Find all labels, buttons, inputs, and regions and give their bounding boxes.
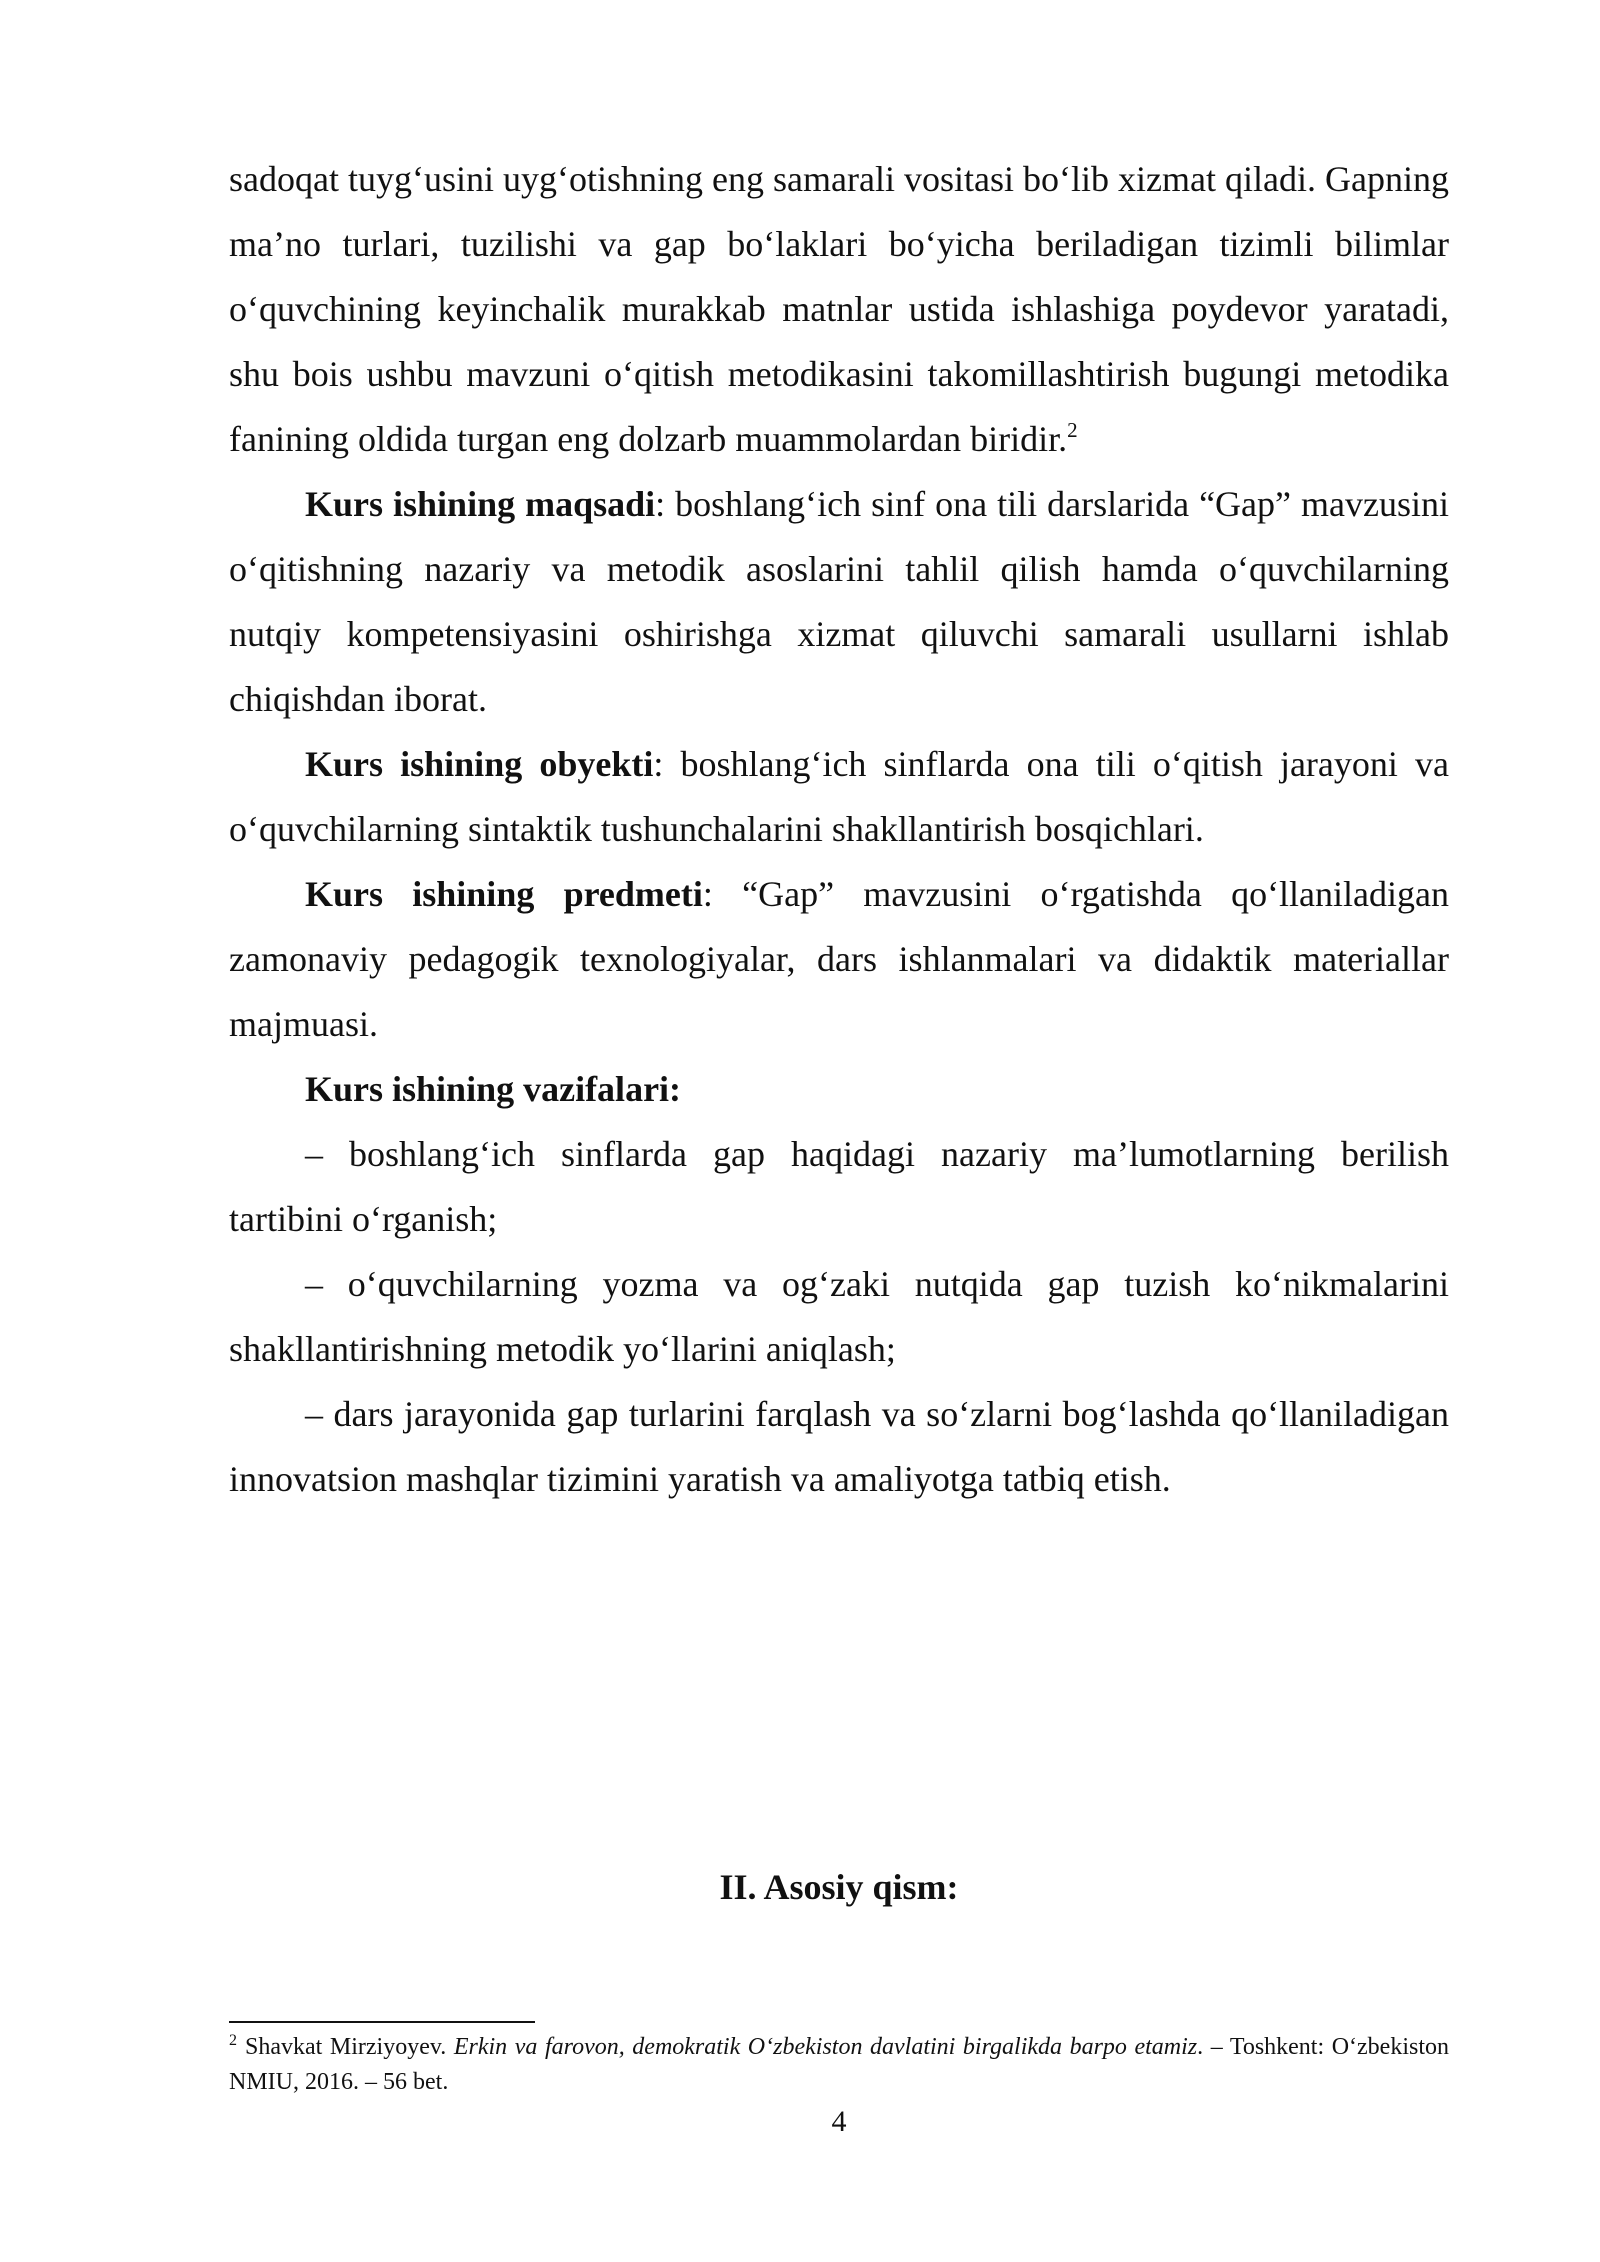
subject-paragraph (229, 862, 1449, 1057)
footnote-imprint: . – Toshkent: O‘zbekiston NMIU, 2016. – 56 bet. (229, 2034, 1450, 2095)
subject-text: : “Gap” mavzusini o‘rgatishda qo‘llaniladigan zamonaviy pedagogik texnologiyalar, dars ishlanmalari va didaktik materiallar majmuasi. (229, 874, 1449, 1044)
object-paragraph (229, 732, 1449, 862)
section-heading: II. Asosiy qism: (719, 1867, 959, 1907)
body-text (229, 147, 1449, 1512)
intro-paragraph (229, 147, 1449, 472)
tasks-heading (229, 1057, 1449, 1122)
task-item: – boshlang‘ich sinflarda gap haqidagi nazariy ma’lumotlarning berilish tartibini o‘rganish; (229, 1134, 1449, 1239)
footnote-author: Shavkat Mirziyoyev. (245, 2034, 447, 2060)
task-item: – o‘quvchilarning yozma va og‘zaki nutqida gap tuzish ko‘nikmalarini shakllantirishning metodik yo‘llarini aniqlash; (229, 1264, 1449, 1369)
goal-paragraph (229, 472, 1449, 732)
footnote-number: 2 (229, 2032, 237, 2049)
footnote-separator (229, 2021, 535, 2023)
tasks-label: Kurs ishining vazifalari: (305, 1069, 682, 1109)
goal-label: Kurs ishining maqsadi (305, 484, 656, 524)
intro-text: sadoqat tuyg‘usini uyg‘otishning eng samarali vositasi bo‘lib xizmat qiladi. Gapning ma’no turlari, tuzilishi va gap bo‘laklari bo‘yicha beriladigan tizimli bilimlar o‘quvchining keyinchalik murakkab matnlar ustida ishlashiga poydevor yaratadi, shu bois ushbu mavzuni o‘qitish metodikasini takomillashtirish bugungi metodika fanining oldida turgan eng dolzarb muammolardan biridir. (229, 159, 1449, 459)
object-text: : boshlang‘ich sinflarda ona tili o‘qitish jarayoni va o‘quvchilarning sintaktik tushunchalarini shakllantirish bosqichlari. (229, 744, 1449, 849)
footnote (229, 2030, 1449, 2100)
footnote-reference: 2 (1067, 418, 1078, 442)
subject-label: Kurs ishining predmeti (305, 874, 703, 914)
task-item: – dars jarayonida gap turlarini farqlash va so‘zlarni bog‘lashda qo‘llaniladigan innovatsion mashqlar tizimini yaratish va amaliyotga tatbiq etish. (229, 1394, 1449, 1499)
object-label: Kurs ishining obyekti (305, 744, 654, 784)
footnote-title: Erkin va farovon, demokratik O‘zbekiston davlatini birgalikda barpo etamiz (453, 2034, 1198, 2060)
goal-text: : boshlang‘ich sinf ona tili darslarida “Gap” mavzusini o‘qitishning nazariy va metodik asoslarini tahlil qilish hamda o‘quvchilarning nutqiy kompetensiyasini oshirishga xizmat qiluvchi samarali usullarni ishlab chiqishdan iborat. (229, 484, 1449, 719)
page-number: 4 (831, 2105, 847, 2138)
